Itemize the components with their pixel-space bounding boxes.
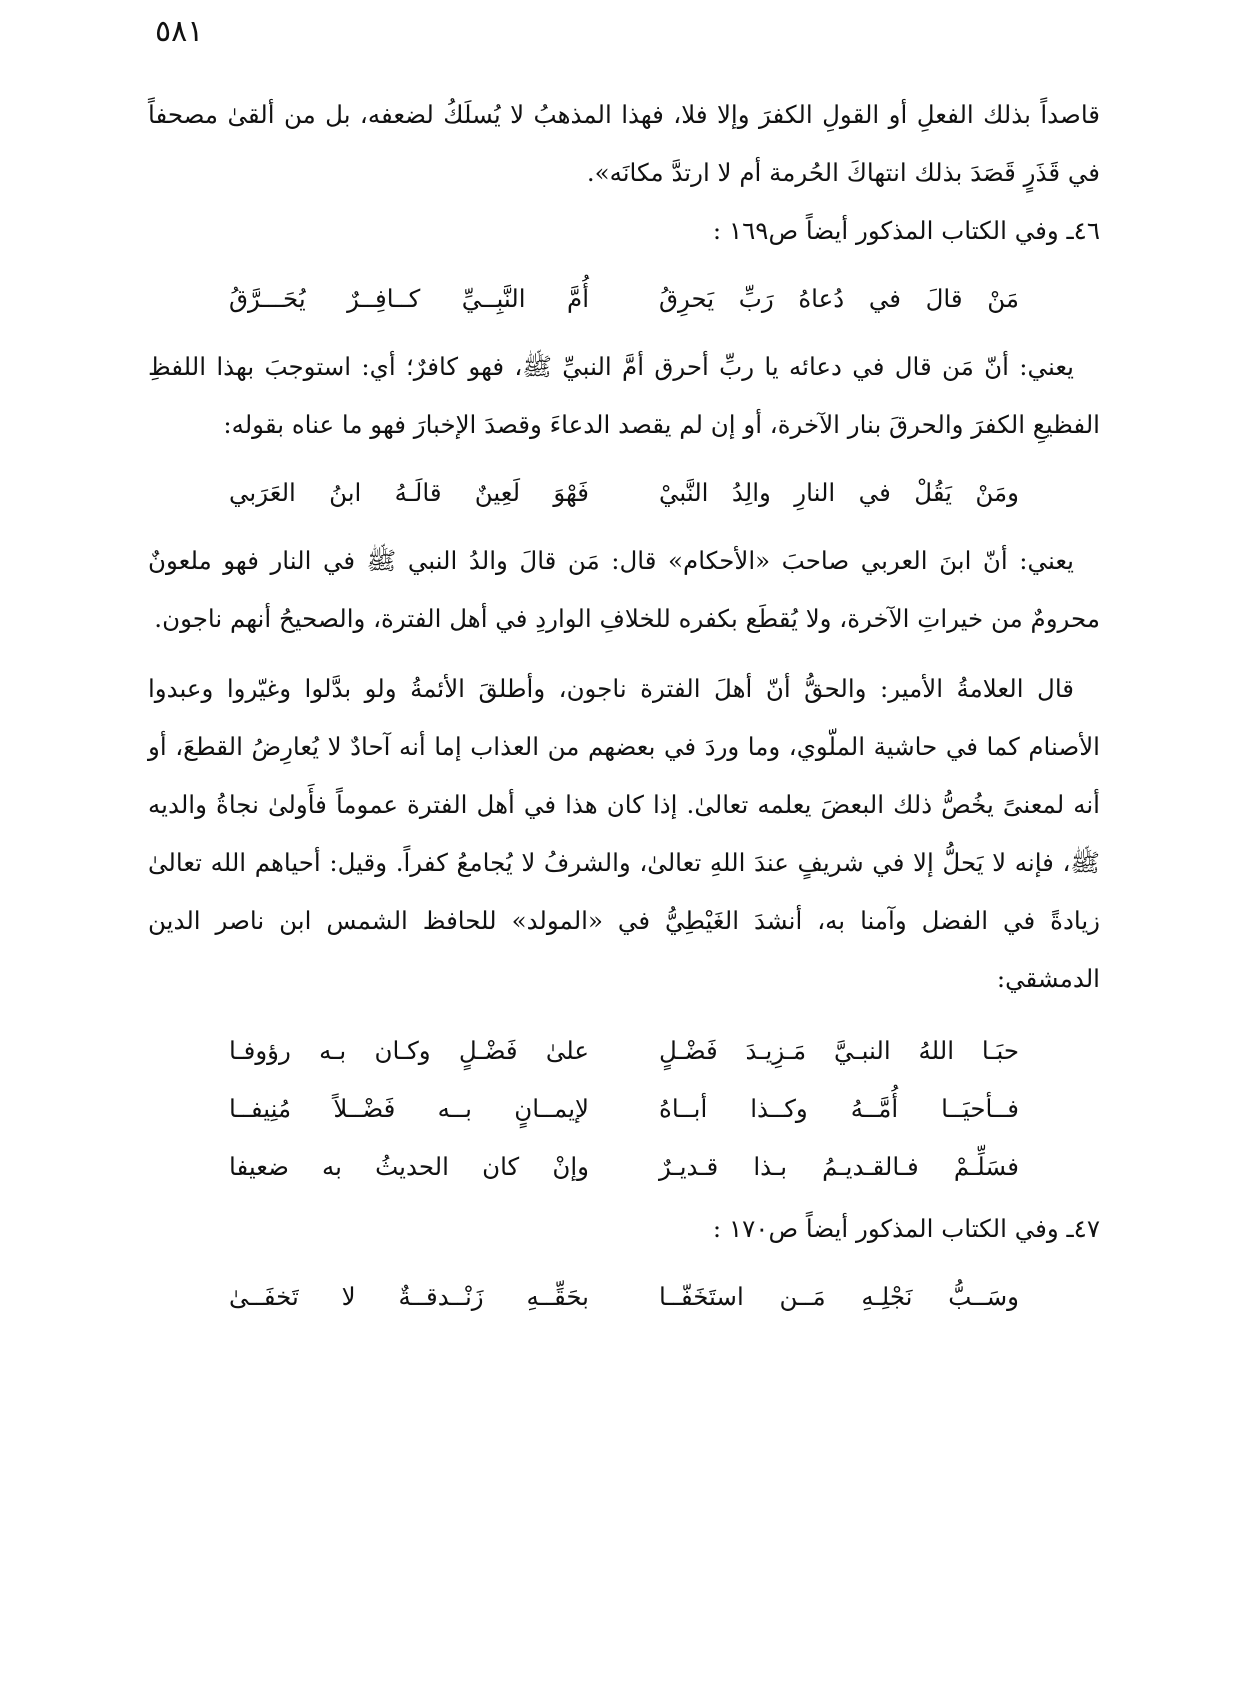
page-number: ٥٨١ <box>155 14 204 49</box>
verse-second-hemistich: بحَقِّــهِ زَنْــدقــةٌ لا تَخفَــىٰ <box>229 1282 589 1311</box>
verse-second-hemistich: علىٰ فَضْـلٍ وكـان بـه رؤوفـا <box>229 1036 589 1065</box>
verse-second-hemistich: وإنْ كان الحديثُ به ضعيفا <box>229 1152 589 1181</box>
verse-first-hemistich: فــأحيَــا أُمَّــهُ وكــذا أبــاهُ <box>659 1094 1019 1123</box>
poem-verse <box>148 1268 1100 1326</box>
page-body <box>148 86 1100 1336</box>
paragraph: قاصداً بذلك الفعلِ أو القولِ الكفرَ وإلا فلا، فهذا المذهبُ لا يُسلَكُ لضعفه، بل من ألقىٰ مصحفاً في قَذَرٍ قَصَدَ بذلك انتهاكَ الحُرمة أم لا ارتدَّ مكانَه». <box>148 100 1100 187</box>
poem <box>148 1022 1100 1196</box>
poem-verse <box>148 464 1100 522</box>
verse-first-hemistich: حبَـا اللهُ النبـيَّ مَـزِيـدَ فَضْـلٍ <box>659 1036 1019 1065</box>
verse-second-hemistich: لإيمــانٍ بــه فَضْــلاً مُنِيفــا <box>229 1094 589 1123</box>
verse-first-hemistich: ومَنْ يَقُلْ في النارِ والِدُ النَّبيْ <box>659 478 1019 507</box>
poem-verse <box>148 1080 1100 1138</box>
paragraph: يعني: أنّ مَن قال في دعائه يا ربِّ أحرق أمَّ النبيِّ ﷺ، فهو كافرٌ؛ أي: استوجبَ بهذا اللفظِ الفظيعِ الكفرَ والحرقَ بنار الآخرة، أو إن لم يقصد الدعاءَ وقصدَ الإخبارَ فهو ما عناه بقوله: <box>148 352 1100 439</box>
verse-first-hemistich: فسَلِّـمْ فـالقـديـمُ بـذا قـديـرٌ <box>659 1152 1019 1181</box>
verse-second-hemistich: فَهْوَ لَعِينٌ قالَـهُ ابنُ العَرَبي <box>229 478 589 507</box>
paragraph: يعني: أنّ ابنَ العربي صاحبَ «الأحكام» قال: مَن قالَ والدُ النبي ﷺ في النار فهو ملعونٌ محرومٌ من خيراتِ الآخرة، ولا يُقطَع بكفره للخلافِ الواردِ في أهل الفترة، والصحيحُ أنهم ناجون. <box>148 546 1100 633</box>
verse-second-hemistich: أُمَّ النَّبِــيِّ كــافِــرٌ يُحَـــرَّقُ <box>229 284 589 313</box>
verse-first-hemistich: وسَــبُّ نَجْلِـهِ مَــن استَخَفّــا <box>659 1282 1019 1311</box>
poem-verse <box>148 1022 1100 1080</box>
section-heading: ٤٧ـ وفي الكتاب المذكور أيضاً ص١٧٠ : <box>712 1214 1100 1243</box>
verse-first-hemistich: مَنْ قالَ في دُعاهُ رَبِّ يَحرِقُ <box>659 284 1019 313</box>
poem-verse <box>148 270 1100 328</box>
section-heading: ٤٦ـ وفي الكتاب المذكور أيضاً ص١٦٩ : <box>712 216 1100 245</box>
poem-verse <box>148 1138 1100 1196</box>
paragraph: قال العلامةُ الأمير: والحقُّ أنّ أهلَ الفترة ناجون، وأطلقَ الأئمةُ ولو بدَّلوا وغيّروا وعبدوا الأصنام كما في حاشية الملّوي، وما وردَ في بعضهم من العذاب إما أنه آحادٌ لا يُعارِضُ القطعَ، أو أنه لمعنىً يخُصُّ ذلك البعضَ يعلمه تعالىٰ. إذا كان هذا في أهل الفترة عموماً فأَولىٰ نجاةُ والديه ﷺ، فإنه لا يَحلُّ إلا في شريفٍ عندَ اللهِ تعالىٰ، والشرفُ لا يُجامعُ كفراً. وقيل: أحياهم الله تعالىٰ زيادةً في الفضل وآمنا به، أنشدَ الغَيْطِيُّ في «المولد» للحافظ الشمس ابن ناصر الدين الدمشقي: <box>148 674 1100 993</box>
